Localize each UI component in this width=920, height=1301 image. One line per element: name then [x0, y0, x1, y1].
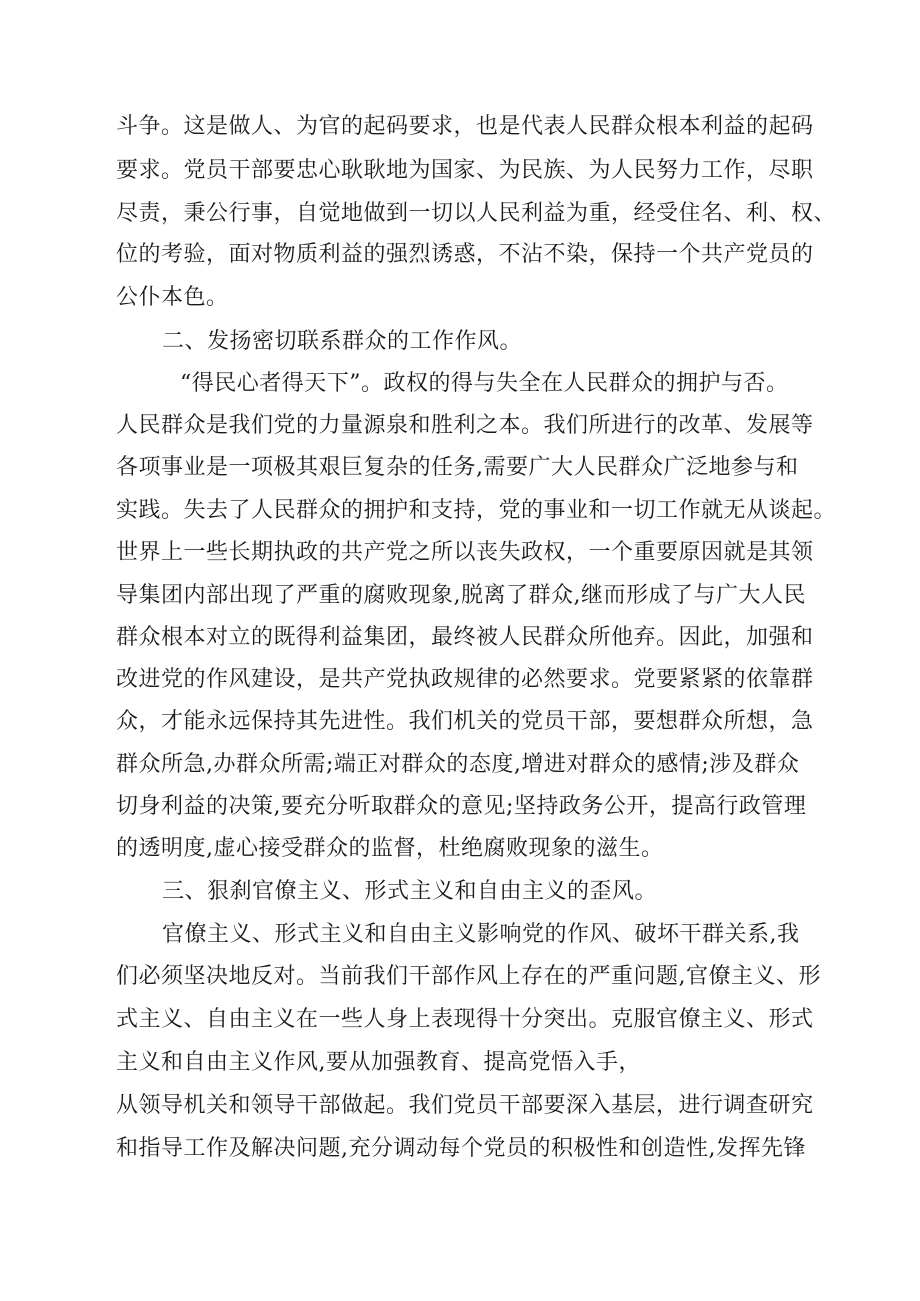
text-line: 和指导工作及解决问题,充分调动每个党员的积极性和创造性,发挥先锋 [116, 1136, 806, 1161]
text-line: 要求。党员干部要忠心耿耿地为国家、为民族、为人民努力工作，尽职 [116, 158, 814, 183]
text-line: 世界上一些长期执政的共产党之所以丧失政权，一个重要原因就是其领 [116, 540, 814, 565]
text-line: 式主义、自由主义在一些人身上表现得十分突出。克服官僚主义、形式 [116, 1007, 814, 1032]
text-line: 公仆本色。 [116, 285, 229, 310]
text-line: 主义和自由主义作风,要从加强教育、提高党悟入手， [116, 1050, 641, 1075]
text-line: 群众根本对立的既得利益集团，最终被人民群众所他弃。因此，加强和 [116, 625, 814, 650]
section-heading-3: 三、狠刹官僚主义、形式主义和自由主义的歪风。 [162, 879, 658, 904]
text-line: 实践。失去了人民群众的拥护和支持，党的事业和一切工作就无从谈起。 [116, 498, 837, 523]
text-line: 各项事业是一项极其艰巨复杂的任务,需要广大人民群众广泛地参与和 [116, 455, 799, 480]
text-line: 从领导机关和领导干部做起。我们党员干部要深入基层，进行调查研究 [116, 1093, 814, 1118]
text-line: 尽责，秉公行事，自觉地做到一切以人民利益为重，经受住名、利、权、 [116, 201, 837, 226]
text-line: 群众所急,办群众所需;端正对群众的态度,增进对群众的感情;涉及群众 [116, 752, 800, 777]
text-line: 人民群众是我们党的力量源泉和胜利之本。我们所进行的改革、发展等 [116, 413, 814, 438]
text-line: 位的考验，面对物质利益的强烈诱惑，不沾不染，保持一个共产党员的 [116, 242, 814, 267]
text-line: 切身利益的决策,要充分听取群众的意见;坚持政务公开，提高行政管理 [116, 794, 807, 819]
paragraph-first-line: “得民心者得天下”。政权的得与失全在人民群众的拥护与否。 [180, 371, 789, 396]
text-line: 的透明度,虚心接受群众的监督，杜绝腐败现象的滋生。 [116, 836, 664, 861]
section-heading-2: 二、发扬密切联系群众的工作作风。 [162, 329, 523, 354]
text-line: 众，才能永远保持其先进性。我们机关的党员干部，要想群众所想，急 [116, 709, 814, 734]
text-line: 改进党的作风建设，是共产党执政规律的必然要求。党要紧紧的依靠群 [116, 667, 814, 692]
text-line: 们必须坚决地反对。当前我们干部作风上存在的严重问题,官僚主义、形 [116, 964, 821, 989]
text-line: 导集团内部出现了严重的腐败现象,脱离了群众,继而形成了与广大人民 [116, 583, 806, 608]
text-line: 斗争。这是做人、为官的起码要求，也是代表人民群众根本利益的起码 [116, 114, 814, 139]
paragraph-first-line: 官僚主义、形式主义和自由主义影响党的作风、破坏干群关系,我 [162, 922, 800, 947]
